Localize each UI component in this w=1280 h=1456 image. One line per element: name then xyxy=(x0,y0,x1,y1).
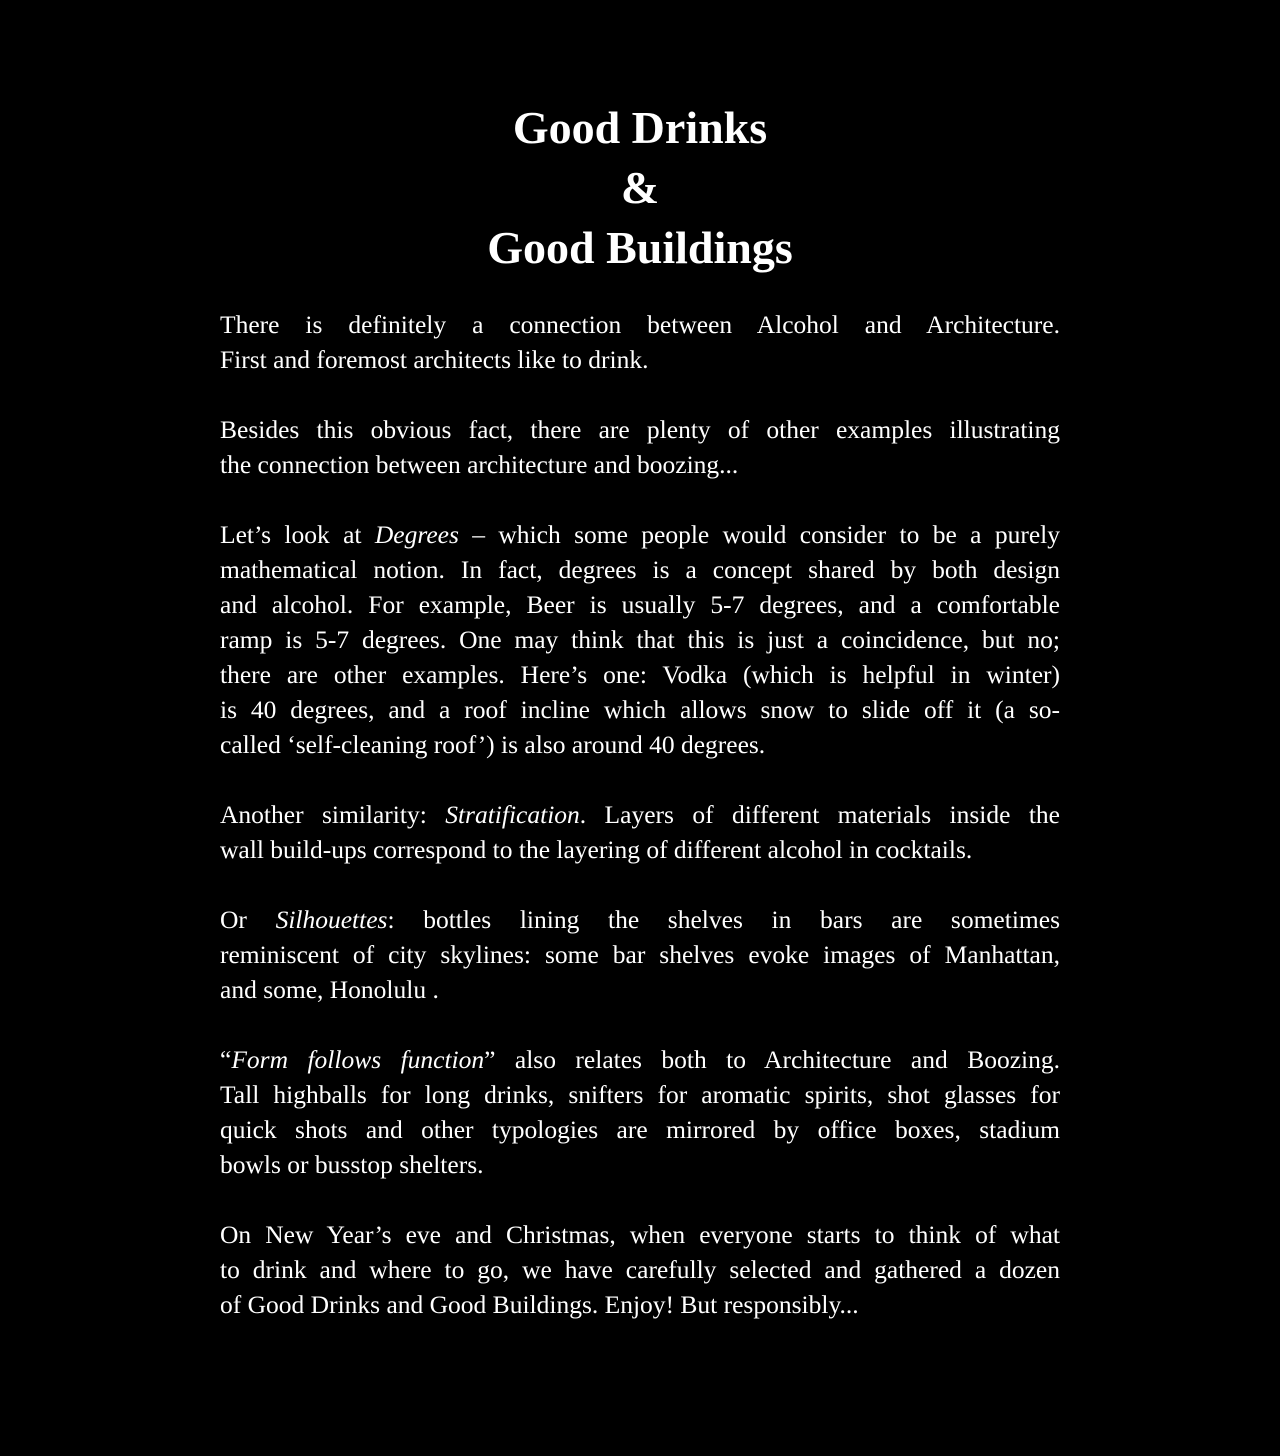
text-line: mathematical notion. In fact, degrees is a concept shared by both design xyxy=(220,555,1060,584)
paragraph-form-follows-function xyxy=(220,1042,1060,1182)
text-line: called ‘self-cleaning roof’) is also around 40 degrees. xyxy=(220,730,766,759)
paragraph-degrees xyxy=(220,517,1060,762)
text-run: “ xyxy=(220,1045,232,1074)
text-line: bowls or busstop shelters. xyxy=(220,1150,484,1179)
text-run: ” also relates both to Architecture and Boozing. xyxy=(484,1045,1060,1074)
emphasis-form-follows-function: Form follows function xyxy=(231,1045,485,1074)
text-line: On New Year’s eve and Christmas, when everyone starts to think of what xyxy=(220,1220,1060,1249)
emphasis-degrees: Degrees xyxy=(374,520,459,549)
page-title xyxy=(0,98,1280,278)
text-line: First and foremost architects like to drink. xyxy=(220,345,649,374)
text-run: : bottles lining the shelves in bars are sometimes xyxy=(387,905,1060,934)
text-line: ramp is 5-7 degrees. One may think that this is just a coincidence, but no; xyxy=(220,625,1060,654)
paragraph-closing xyxy=(220,1217,1060,1322)
text-line: reminiscent of city skylines: some bar shelves evoke images of Manhattan, xyxy=(220,940,1060,969)
title-line-3: Good Buildings xyxy=(487,222,793,273)
text-line: to drink and where to go, we have carefully selected and gathered a dozen xyxy=(220,1255,1060,1284)
text-line: wall build-ups correspond to the layering of different alcohol in cocktails. xyxy=(220,835,973,864)
text-line xyxy=(220,517,1060,552)
paragraph-intro xyxy=(220,307,1060,377)
text-run: Or xyxy=(220,905,276,934)
paragraph-stratification xyxy=(220,797,1060,867)
text-line: is 40 degrees, and a roof incline which allows snow to slide off it (a so- xyxy=(220,695,1060,724)
emphasis-stratification: Stratification xyxy=(445,800,580,829)
text-line xyxy=(220,797,1060,832)
text-run: Let’s look at xyxy=(220,520,375,549)
text-line: of Good Drinks and Good Buildings. Enjoy! But responsibly... xyxy=(220,1290,859,1319)
text-line: Besides this obvious fact, there are plenty of other examples illustrating xyxy=(220,415,1060,444)
text-line: quick shots and other typologies are mirrored by office boxes, stadium xyxy=(220,1115,1060,1144)
text-line xyxy=(220,902,1060,937)
text-line xyxy=(220,1042,1060,1077)
title-line-1: Good Drinks xyxy=(512,102,768,153)
text-run: Another similarity: xyxy=(220,800,446,829)
text-line: and some, Honolulu . xyxy=(220,975,439,1004)
emphasis-silhouettes: Silhouettes xyxy=(275,905,388,934)
title-line-2: & xyxy=(620,162,660,213)
article-body xyxy=(220,307,1060,1357)
text-line: there are other examples. Here’s one: Vodka (which is helpful in winter) xyxy=(220,660,1060,689)
text-line: There is definitely a connection between Alcohol and Architecture. xyxy=(220,310,1060,339)
text-run: – which some people would consider to be a purely xyxy=(458,520,1060,549)
text-line: Tall highballs for long drinks, snifters for aromatic spirits, shot glasses for xyxy=(220,1080,1060,1109)
text-line: the connection between architecture and boozing... xyxy=(220,450,739,479)
text-line: and alcohol. For example, Beer is usually 5-7 degrees, and a comfortable xyxy=(220,590,1060,619)
paragraph-examples xyxy=(220,412,1060,482)
text-run: . Layers of different materials inside the xyxy=(579,800,1060,829)
paragraph-silhouettes xyxy=(220,902,1060,1007)
